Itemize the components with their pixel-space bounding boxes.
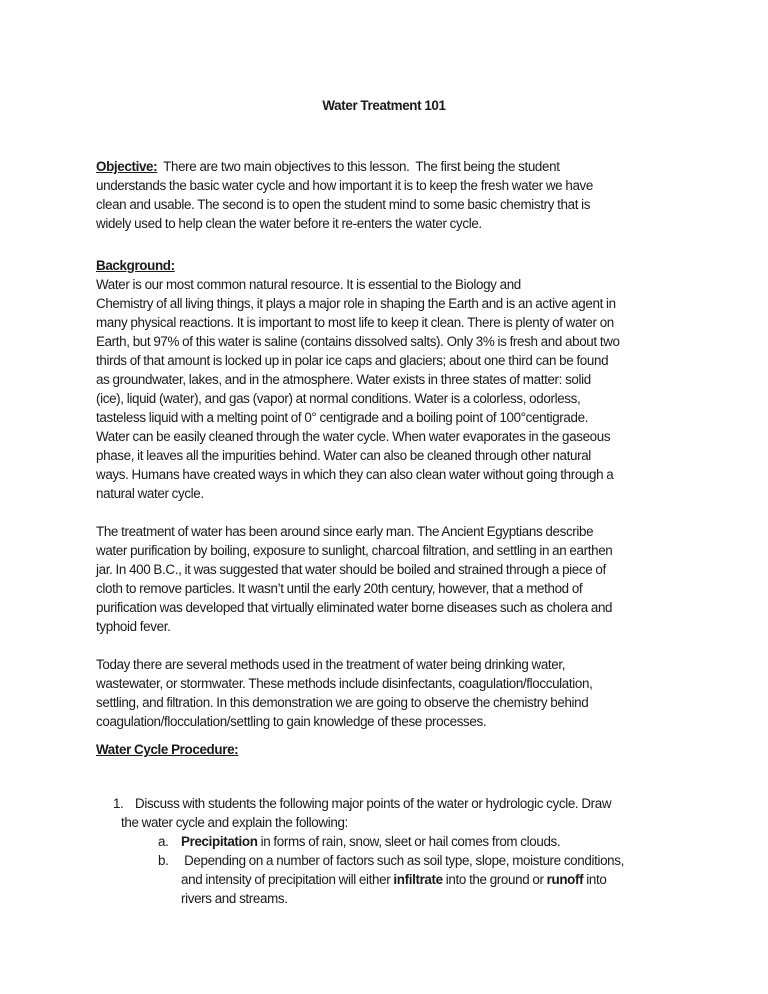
term-infiltrate: infiltrate xyxy=(393,872,443,887)
history-line: purification was developed that virtually eliminated water borne diseases such as cholera and xyxy=(96,600,613,615)
subitem-rest: in forms of rain, snow, sleet or hail comes from clouds. xyxy=(257,834,561,849)
background-p1-line: Water is our most common natural resource. It is essential to the Biology and xyxy=(96,277,521,292)
subitem-text-part: into xyxy=(583,872,607,887)
history-line: cloth to remove particles. It wasn’t until the early 20th century, however, that a method of xyxy=(96,581,583,596)
background-p1-line: ways. Humans have created ways in which they can also clean water without going through a xyxy=(96,467,614,482)
objective-line-1 xyxy=(96,157,696,176)
subitem-letter: b. xyxy=(158,853,169,868)
methods-line: wastewater, or stormwater. These methods include disinfectants, coagulation/flocculation, xyxy=(96,676,593,691)
list-item-text: Discuss with students the following major points of the water or hydrologic cycle. Draw xyxy=(135,796,612,811)
procedure-heading: Water Cycle Procedure: xyxy=(96,742,239,757)
methods-line: coagulation/flocculation/settling to gain knowledge of these processes. xyxy=(96,714,487,729)
background-heading: Background: xyxy=(96,258,175,273)
procedure-list xyxy=(0,794,768,914)
subitem-letter: a. xyxy=(158,834,169,849)
background-p1-line: (ice), liquid (water), and gas (vapor) at normal conditions. Water is a colorless, odorless, xyxy=(96,391,581,406)
list-number: 1. xyxy=(113,796,124,811)
background-p1-line: Chemistry of all living things, it plays a major role in shaping the Earth and is an active agent in xyxy=(96,296,616,311)
background-p1-line: tasteless liquid with a melting point of 0° centigrade and a boiling point of 100°centigrade. xyxy=(96,410,589,425)
document-title: Water Treatment 101 xyxy=(322,98,446,113)
background-p1-line: natural water cycle. xyxy=(96,486,204,501)
subitem-text-part: and intensity of precipitation will either xyxy=(181,872,394,887)
background-p1-line: phase, it leaves all the impurities behind. Water can also be cleaned through other natural xyxy=(96,448,591,463)
procedure-section xyxy=(96,740,696,759)
subitem-b-cont xyxy=(0,889,768,908)
history-line: typhoid fever. xyxy=(96,619,171,634)
history-paragraph xyxy=(96,522,696,636)
methods-line: Today there are several methods used in the treatment of water being drinking water, xyxy=(96,657,566,672)
subitem-a xyxy=(0,832,768,851)
procedure-item-1 xyxy=(0,794,768,813)
background-section xyxy=(96,256,696,503)
objective-line-3: clean and usable. The second is to open the student mind to some basic chemistry that is xyxy=(96,197,591,212)
background-p1-line: thirds of that amount is locked up in polar ice caps and glaciers; about one third can be found xyxy=(96,353,609,368)
history-line: jar. In 400 B.C., it was suggested that water should be boiled and strained through a piece of xyxy=(96,562,606,577)
subitem-text-part: into the ground or xyxy=(442,872,547,887)
methods-line: settling, and filtration. In this demonstration we are going to observe the chemistry behind xyxy=(96,695,589,710)
subitem-text: Depending on a number of factors such as soil type, slope, moisture conditions, xyxy=(181,853,624,868)
subitem-text xyxy=(181,832,560,851)
background-p1-line: Water can be easily cleaned through the water cycle. When water evaporates in the gaseous xyxy=(96,429,611,444)
background-p1-line: many physical reactions. It is important to most life to keep it clean. There is plenty of water on xyxy=(96,315,614,330)
subitem-b-cont xyxy=(0,870,768,889)
term-runoff: runoff xyxy=(546,872,584,887)
subitem-text xyxy=(181,870,607,889)
procedure-item-1-cont xyxy=(0,813,768,832)
list-item-text: the water cycle and explain the following: xyxy=(121,815,348,830)
background-p1-line: as groundwater, lakes, and in the atmosphere. Water exists in three states of matter: solid xyxy=(96,372,591,387)
term-precipitation: Precipitation xyxy=(181,834,258,849)
objective-line-2: understands the basic water cycle and how important it is to keep the fresh water we have xyxy=(96,178,593,193)
objective-section xyxy=(96,157,696,233)
history-line: water purification by boiling, exposure to sunlight, charcoal filtration, and settling in an earthen xyxy=(96,543,613,558)
history-line: The treatment of water has been around since early man. The Ancient Egyptians describe xyxy=(96,524,594,539)
objective-line-4: widely used to help clean the water before it re-enters the water cycle. xyxy=(96,216,482,231)
subitem-text: rivers and streams. xyxy=(181,891,288,906)
methods-paragraph xyxy=(96,655,696,731)
objective-text: There are two main objectives to this lesson. The first being the student xyxy=(157,159,560,174)
background-p1-line: Earth, but 97% of this water is saline (contains dissolved salts). Only 3% is fresh and about two xyxy=(96,334,620,349)
objective-heading: Objective: xyxy=(96,159,158,174)
subitem-b xyxy=(0,851,768,870)
